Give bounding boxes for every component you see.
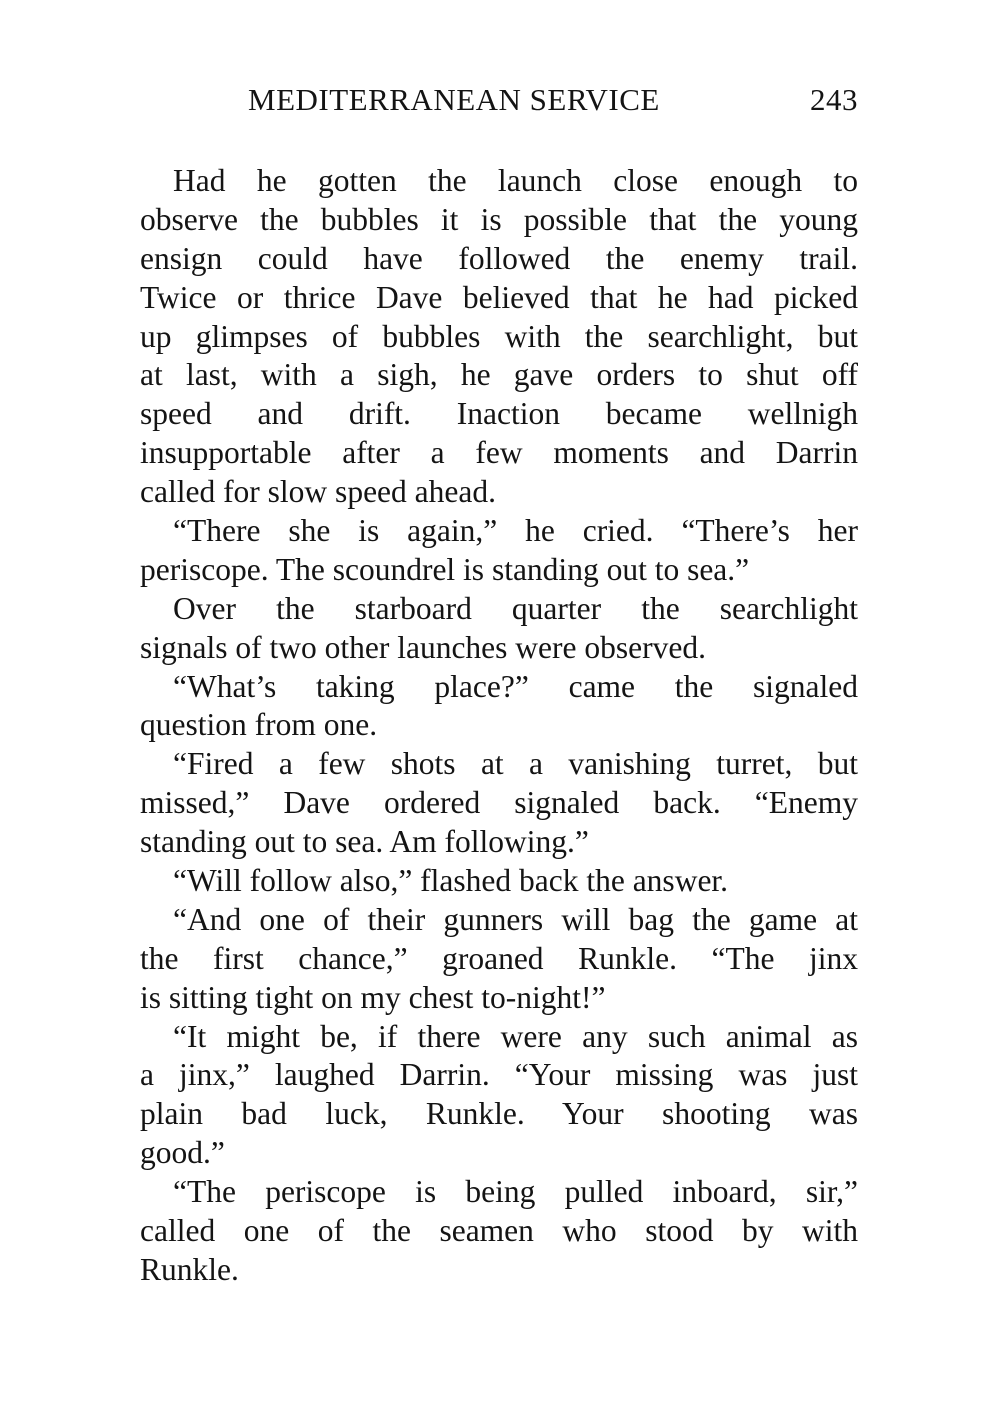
text-line: question from one.: [140, 707, 378, 743]
text-line: insupportable after a few moments and Darrin: [140, 435, 858, 471]
body-text: [140, 162, 858, 1290]
text-line: missed,” Dave ordered signaled back. “Enemy: [140, 785, 858, 821]
running-title: MEDITERRANEAN SERVICE: [248, 82, 660, 117]
text-line: “The periscope is being pulled inboard, sir,”: [173, 1174, 858, 1210]
text-line: Had he gotten the launch close enough to: [173, 163, 858, 198]
text-line: periscope. The scoundrel is standing out to sea.”: [140, 551, 750, 587]
text-line: called for slow speed ahead.: [140, 474, 496, 510]
text-line: Twice or thrice Dave believed that he had picked: [140, 279, 858, 315]
running-head: [140, 82, 858, 126]
text-line: “What’s taking place?” came the signaled: [173, 668, 858, 704]
text-line: speed and drift. Inaction became wellnigh: [140, 396, 858, 432]
text-line: Runkle.: [140, 1251, 239, 1287]
text-line: “Fired a few shots at a vanishing turret, but: [173, 746, 858, 782]
text-line: at last, with a sigh, he gave orders to shut off: [140, 357, 858, 393]
text-line: called one of the seamen who stood by with: [140, 1213, 858, 1249]
text-line: “It might be, if there were any such animal as: [173, 1018, 858, 1054]
text-line: observe the bubbles it is possible that the young: [140, 201, 858, 237]
text-line: is sitting tight on my chest to-night!”: [140, 979, 606, 1015]
text-line: signals of two other launches were observed.: [140, 629, 706, 665]
text-line: ensign could have followed the enemy trail.: [140, 240, 858, 276]
text-line: “And one of their gunners will bag the game at: [173, 901, 858, 937]
text-line: plain bad luck, Runkle. Your shooting was: [140, 1096, 858, 1132]
text-line: standing out to sea. Am following.”: [140, 824, 589, 860]
text-line: good.”: [140, 1135, 225, 1171]
text-line: up glimpses of bubbles with the searchlight, but: [140, 318, 858, 354]
text-line: a jinx,” laughed Darrin. “Your missing was just: [140, 1057, 858, 1093]
text-line: “Will follow also,” flashed back the answer.: [173, 863, 729, 899]
text-line: Over the starboard quarter the searchlight: [173, 590, 858, 626]
text-line: the first chance,” groaned Runkle. “The jinx: [140, 940, 858, 976]
page-number: 243: [810, 82, 858, 117]
text-line: “There she is again,” he cried. “There’s her: [173, 513, 858, 549]
